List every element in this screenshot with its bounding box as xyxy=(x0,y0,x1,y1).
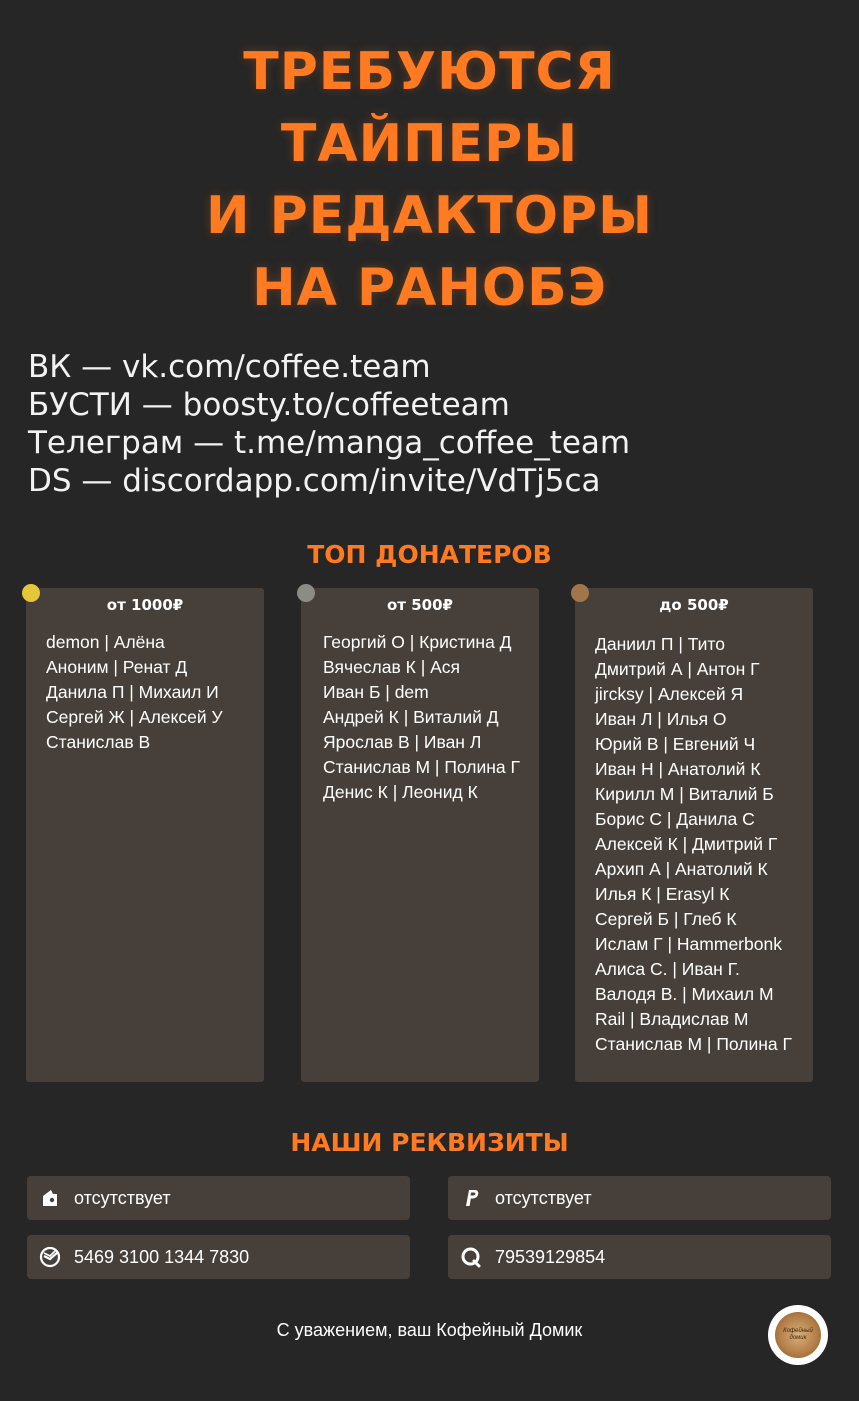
qiwi-icon xyxy=(460,1246,482,1268)
link-boosty[interactable]: БУСТИ — boosty.to/coffeeteam xyxy=(28,387,510,423)
requisite-paypal[interactable] xyxy=(448,1176,831,1220)
headline-line-3: И РЕДАКТОРЫ xyxy=(206,186,653,246)
headline-line-2: ТАЙПЕРЫ xyxy=(280,114,579,174)
donor-card-1000 xyxy=(26,588,264,1082)
donor-item: Сергей Ж | Алексей У xyxy=(46,707,223,727)
donor-item: Архип А | Анатолий К xyxy=(595,859,768,879)
silver-dot-icon xyxy=(297,584,315,602)
requisite-value: отсутствует xyxy=(74,1187,171,1208)
donor-item: Иван Л | Илья О xyxy=(595,709,727,729)
donor-item: Кирилл М | Виталий Б xyxy=(595,784,774,804)
donor-list xyxy=(46,630,223,755)
logo-text: Кофейный домик xyxy=(775,1312,821,1358)
donor-item: Аноним | Ренат Д xyxy=(46,657,188,677)
donor-card-title: от 1000₽ xyxy=(106,596,184,614)
donor-item: Валодя В. | Михаил М xyxy=(595,984,774,1004)
donors-title: ТОП ДОНАТЕРОВ xyxy=(307,540,552,569)
bronze-dot-icon xyxy=(571,584,589,602)
requisite-sberbank[interactable] xyxy=(27,1235,410,1279)
link-telegram[interactable]: Телеграм — t.me/manga_coffee_team xyxy=(28,425,631,461)
sberbank-icon xyxy=(39,1246,61,1268)
donor-item: Алексей К | Дмитрий Г xyxy=(595,834,778,854)
donor-card-title: от 500₽ xyxy=(387,596,453,614)
requisite-yoomoney[interactable] xyxy=(27,1176,410,1220)
headline xyxy=(0,36,859,324)
headline-line-4: НА РАНОБЭ xyxy=(252,258,607,318)
donor-card-500 xyxy=(301,588,539,1082)
donor-item: Сергей Б | Глеб К xyxy=(595,909,737,929)
requisite-qiwi[interactable] xyxy=(448,1235,831,1279)
donor-card-under-500 xyxy=(575,588,813,1082)
requisite-value: 79539129854 xyxy=(495,1246,606,1267)
donor-item: Данила П | Михаил И xyxy=(46,682,219,702)
requisite-value: 5469 3100 1344 7830 xyxy=(74,1246,250,1267)
donor-item: Илья К | Erasyl К xyxy=(595,884,730,904)
footer-text: С уважением, ваш Кофейный Домик xyxy=(276,1320,583,1340)
paypal-icon xyxy=(460,1187,482,1209)
donor-item: Rail | Владислав М xyxy=(595,1009,749,1029)
donor-item: Иван Н | Анатолий К xyxy=(595,759,761,779)
donor-item: Борис С | Данила С xyxy=(595,809,755,829)
headline-line-1: ТРЕБУЮТСЯ xyxy=(243,42,616,102)
donor-list xyxy=(323,630,520,805)
coffee-house-logo xyxy=(768,1305,828,1365)
donor-item: Алиса С. | Иван Г. xyxy=(595,959,740,979)
donor-item: Юрий В | Евгений Ч xyxy=(595,734,756,754)
requisites-title: НАШИ РЕКВИЗИТЫ xyxy=(290,1128,569,1157)
donor-item: Ислам Г | Hammerbonk xyxy=(595,934,782,954)
social-links xyxy=(28,348,630,500)
donor-item: Даниил П | Тито xyxy=(595,634,725,654)
link-discord[interactable]: DS — discordapp.com/invite/VdTj5ca xyxy=(28,463,601,499)
donor-item: Андрей К | Виталий Д xyxy=(323,707,499,727)
yoomoney-icon xyxy=(39,1187,61,1209)
donor-item: Станислав В xyxy=(46,732,151,752)
donor-list xyxy=(595,632,792,1057)
requisite-value: отсутствует xyxy=(495,1187,592,1208)
donor-item: Станислав М | Полина Г xyxy=(323,757,520,777)
donor-item: Денис К | Леонид К xyxy=(323,782,478,802)
donor-card-title: до 500₽ xyxy=(659,596,729,614)
donor-item: Иван Б | dem xyxy=(323,682,429,702)
donor-item: jircksy | Алексей Я xyxy=(595,684,744,704)
donor-item: Георгий О | Кристина Д xyxy=(323,632,512,652)
donor-item: Дмитрий А | Антон Г xyxy=(595,659,760,679)
link-vk[interactable]: ВК — vk.com/coffee.team xyxy=(28,349,431,385)
donor-item: Ярослав В | Иван Л xyxy=(323,732,482,752)
gold-dot-icon xyxy=(22,584,40,602)
donor-item: demon | Алёна xyxy=(46,632,165,652)
donor-item: Станислав М | Полина Г xyxy=(595,1034,792,1054)
donor-item: Вячеслав К | Ася xyxy=(323,657,461,677)
